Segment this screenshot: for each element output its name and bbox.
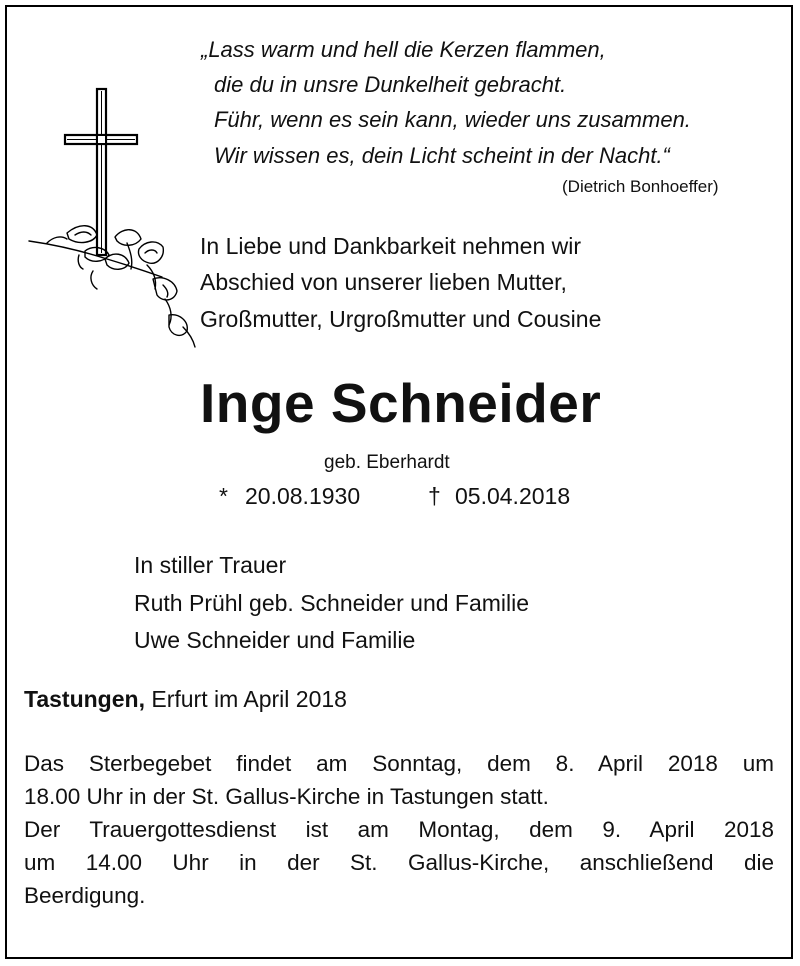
death-date: 05.04.2018 bbox=[455, 483, 571, 509]
mourner-line-3: Uwe Schneider und Familie bbox=[134, 627, 416, 653]
quote-attribution: (Dietrich Bonhoeffer) bbox=[562, 177, 719, 196]
obituary-notice bbox=[5, 5, 793, 959]
info-line-4: um 14.00 Uhr in der St. Gallus-Kirche, anschließend die bbox=[24, 850, 774, 875]
deceased-name: Inge Schneider bbox=[200, 372, 602, 434]
intro-line-3: Großmutter, Urgroßmutter und Cousine bbox=[200, 306, 602, 332]
info-line-5: Beerdigung. bbox=[24, 883, 146, 908]
quote-line-4: Wir wissen es, dein Licht scheint in der Nacht.“ bbox=[214, 143, 670, 168]
info-line-3: Der Trauergottesdienst ist am Montag, dem 9. April 2018 bbox=[24, 817, 774, 842]
quote-line-3: Führ, wenn es sein kann, wieder uns zusammen. bbox=[214, 107, 691, 132]
place-date-line bbox=[24, 686, 347, 713]
mourner-line-2: Ruth Prühl geb. Schneider und Familie bbox=[134, 590, 530, 616]
service-info bbox=[24, 747, 774, 912]
birth-date: 20.08.1930 bbox=[245, 483, 361, 509]
intro-line-2: Abschied von unserer lieben Mutter, bbox=[200, 269, 567, 295]
info-line-2: 18.00 Uhr in der St. Gallus-Kirche in Tastungen statt. bbox=[24, 784, 549, 809]
rose-branch-icon bbox=[27, 219, 202, 349]
quote-line-1: „Lass warm und hell die Kerzen flammen, bbox=[201, 37, 606, 62]
info-line-1: Das Sterbegebet findet am Sonntag, dem 8. April 2018 um bbox=[24, 751, 774, 776]
mourner-line-1: In stiller Trauer bbox=[134, 552, 287, 578]
place-rest: Erfurt im April 2018 bbox=[144, 686, 347, 712]
place-town: Tastungen, bbox=[24, 686, 145, 712]
quote-line-2: die du in unsre Dunkelheit gebracht. bbox=[214, 72, 567, 97]
intro-line-1: In Liebe und Dankbarkeit nehmen wir bbox=[200, 233, 582, 259]
maiden-name: geb. Eberhardt bbox=[324, 452, 450, 473]
birth-symbol: * bbox=[219, 483, 228, 509]
death-symbol: † bbox=[428, 483, 441, 509]
